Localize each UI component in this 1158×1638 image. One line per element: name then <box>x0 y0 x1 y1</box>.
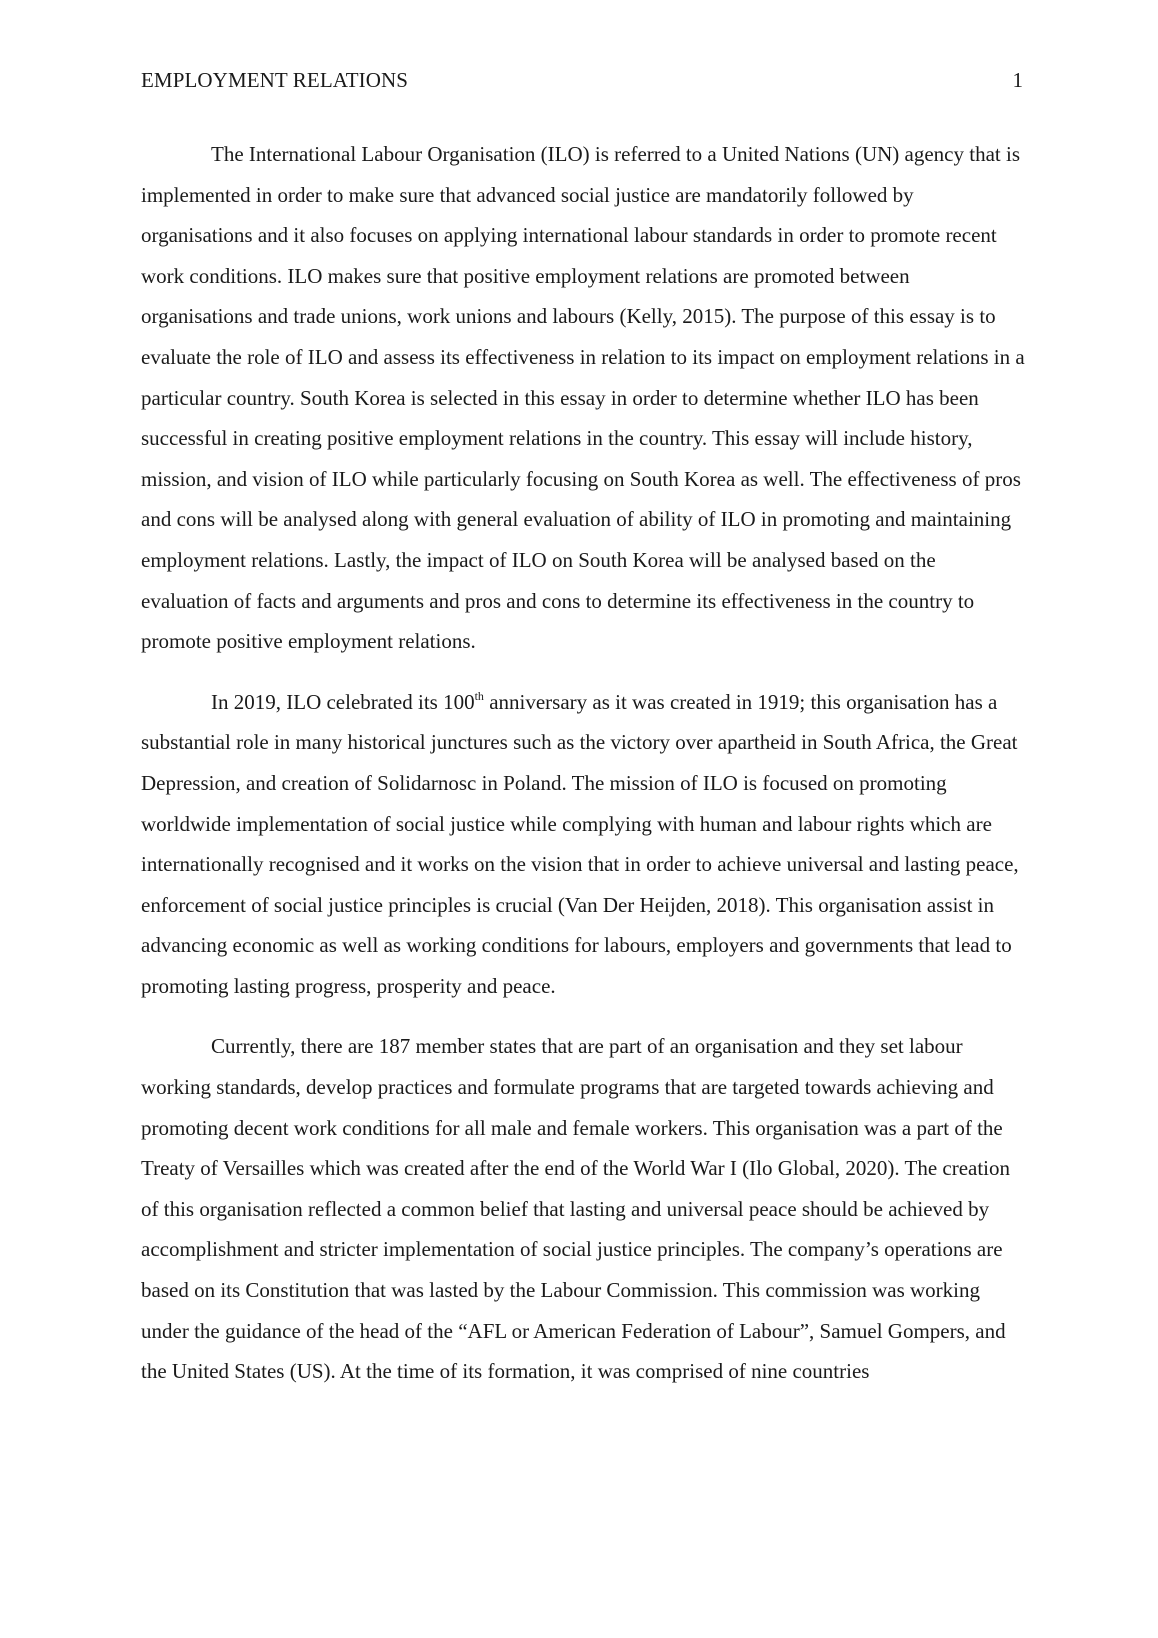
body-text <box>141 134 1025 1412</box>
page-number: 1 <box>1012 68 1023 92</box>
paragraph-member-states: Currently, there are 187 member states that are part of an organisation and they set labour working standards, develop practices and formulate programs that are targeted towards achieving and promoting decent work conditions for all male and female workers. This organisation was a part of the Treaty of Versailles which was created after the end of the World War I (Ilo Global, 2020). The creation of this organisation reflected a common belief that lasting and universal peace should be achieved by accomplishment and stricter implementation of social justice principles. The company’s operations are based on its Constitution that was lasted by the Labour Commission. This commission was working under the guidance of the head of the “AFL or American Federation of Labour”, Samuel Gompers, and the United States (US). At the time of its formation, it was comprised of nine countries <box>141 1034 1011 1384</box>
paragraph-history-rest: anniversary as it was created in 1919; this organisation has a substantial role in many historical junctures such as the victory over apartheid in South Africa, the Great Depression, and creation of Solidarnosc in Poland. The mission of ILO is focused on promoting worldwide implementation of social justice while complying with human and labour rights which are internationally recognised and it works on the vision that in order to achieve universal and lasting peace, enforcement of social justice principles is crucial (Van Der Heijden, 2018). This organisation assist in advancing economic as well as working conditions for labours, employers and governments that lead to promoting lasting progress, prosperity and peace. <box>141 689 1019 998</box>
paragraph-introduction: The International Labour Organisation (ILO) is referred to a United Nations (UN) agency that is implemented in order to make sure that advanced social justice are mandatorily followed by organisations and it also focuses on applying international labour standards in order to promote recent work conditions. ILO makes sure that positive employment relations are promoted between organisations and trade unions, work unions and labours (Kelly, 2015). The purpose of this essay is to evaluate the role of ILO and assess its effectiveness in relation to its impact on employment relations in a particular country. South Korea is selected in this essay in order to determine whether ILO has been successful in creating positive employment relations in the country. This essay will include history, mission, and vision of ILO while particularly focusing on South Korea as well. The effectiveness of pros and cons will be analysed along with general evaluation of ability of ILO in promoting and maintaining employment relations. Lastly, the impact of ILO on South Korea will be analysed based on the evaluation of facts and arguments and pros and cons to determine its effectiveness in the country to promote positive employment relations. <box>141 142 1025 654</box>
paragraph-history <box>141 682 1025 1007</box>
paragraph-history-start: In 2019, ILO celebrated its 100 <box>211 689 475 714</box>
running-head: EMPLOYMENT RELATIONS <box>141 68 409 92</box>
ordinal-superscript: th <box>474 688 484 703</box>
